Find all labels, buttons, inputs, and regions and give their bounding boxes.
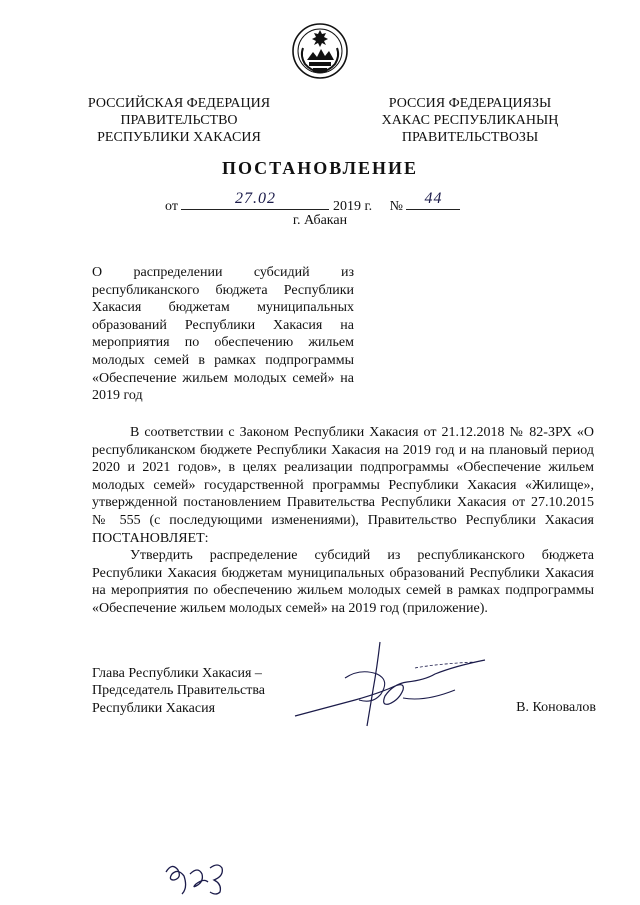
date-blank <box>181 190 329 210</box>
signatory-position-line-1: Глава Республики Хакасия – <box>92 666 262 681</box>
handwritten-note-icon <box>162 858 228 896</box>
header-left-line-1: РОССИЙСКАЯ ФЕДЕРАЦИЯ <box>87 96 271 111</box>
body-paragraph-2: Утвердить распределение субсидий из республиканского бюджета Республики Хакасия бюджетам муниципальных образований Республики Хакасия на мероприятия по обеспечению жильем молодых семей в рамках подпрограммы «Обеспечение жильем молодых семей» на 2019 год (приложение). <box>92 548 594 616</box>
document-title: ПОСТАНОВЛЕНИЕ <box>221 158 419 178</box>
document-subject: О распределении субсидий из республиканского бюджета Республики Хакасия бюджетам муниципальных образований Республики Хакасия на мероприятия по обеспечению жильем молодых семей в рамках подпрограммы «Обеспечение жильем молодых семей» на 2019 год <box>92 265 354 404</box>
number-blank <box>406 190 460 210</box>
signatory-name: В. Коновалов <box>516 700 596 715</box>
city-name: г. Абакан <box>292 213 348 228</box>
handwritten-number: 44 <box>424 190 443 207</box>
header-right-line-1: РОССИЯ ФЕДЕРАЦИЯЗЫ <box>388 96 552 111</box>
signatory-position-line-2: Председатель Правительства <box>92 683 265 699</box>
document-body <box>92 424 594 618</box>
signatory-position <box>92 665 265 717</box>
date-number-line <box>165 190 460 215</box>
header-left <box>78 95 280 146</box>
signatory-position-line-3: Республики Хакасия <box>92 700 216 716</box>
date-prefix: от <box>165 199 178 214</box>
year-label: 2019 г. <box>332 199 373 214</box>
header-left-line-2: ПРАВИТЕЛЬСТВО <box>120 113 238 128</box>
number-sign: № <box>389 199 403 214</box>
header-left-line-3: РЕСПУБЛИКИ ХАКАСИЯ <box>97 130 261 145</box>
header-right <box>370 95 570 146</box>
coat-of-arms-icon <box>291 22 349 80</box>
body-paragraph-1: В соответствии с Законом Республики Хакасия от 21.12.2018 № 82-ЗРХ «О республиканском бюджете Республики Хакасия на 2019 год и на плановый период 2020 и 2021 годов», в целях реализации подпрограммы «Обеспечение жильем молодых семей» государственной программы Республики Хакасия «Жилище», утвержденной постановлением Правительства Республики Хакасия от 27.10.2015 № 555 (с последующими изменениями), Правительство Республики Хакасия ПОСТАНОВЛЯЕТ: <box>92 425 594 546</box>
handwritten-signature-icon <box>285 638 490 733</box>
header-right-line-3: ПРАВИТЕЛЬСТВОЗЫ <box>401 130 539 145</box>
header-right-line-2: ХАКАС РЕСПУБЛИКАНЫҢ <box>381 113 559 128</box>
handwritten-date: 27.02 <box>234 190 276 207</box>
